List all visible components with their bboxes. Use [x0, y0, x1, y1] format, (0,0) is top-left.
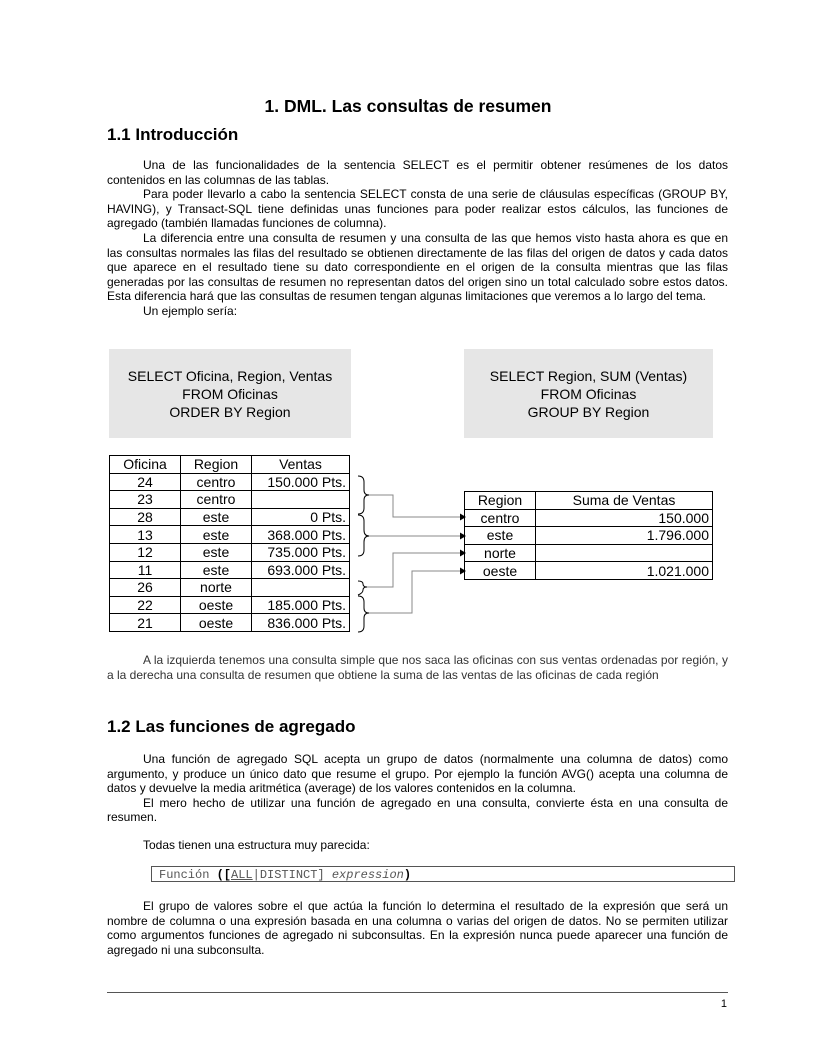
paragraph: Una función de agregado SQL acepta un grupo de datos (normalmente una columna de datos) como argumento, y produce un único dato que resume el grupo. Por ejemplo la función AVG() acepta una columna de datos y devuelve la media aritmética (average) de los valores contenidos en la columna.	[107, 752, 728, 796]
paragraph: Todas tienen una estructura muy parecida:	[143, 838, 370, 852]
table-cell: 150.000 Pts.	[252, 473, 350, 491]
paragraph: Un ejemplo sería:	[143, 303, 238, 318]
oficinas-table	[109, 455, 350, 632]
final-text	[107, 899, 728, 957]
paragraph: El mero hecho de utilizar una función de agregado en una consulta, convierte ésta en una consulta de resumen.	[107, 795, 728, 825]
table-cell	[252, 491, 350, 509]
table-cell	[536, 544, 713, 562]
aggregate-text	[107, 752, 728, 825]
table-row	[465, 509, 713, 527]
arrow-este	[460, 533, 466, 540]
footer-rule	[107, 992, 728, 993]
section-heading-funciones-agregado: 1.2 Las funciones de agregado	[107, 717, 356, 736]
structure-intro	[107, 838, 728, 853]
table-cell: 1.796.000	[536, 527, 713, 545]
table-row	[465, 544, 713, 562]
paragraph: La diferencia entre una consulta de resumen y una consulta de las que hemos visto hasta ahora es que en las consultas normales las filas del resultado se obtienen directamente de las filas del origen de datos y cada datos que aparece en el resultado tiene su dato correspondiente en el origen de la consulta mientras que las filas generadas por las consultas de resumen no representan datos del origen sino un total calculado sobre estos datos. Esta diferencia hará que las consultas de resumen tengan algunas limitaciones que veremos a lo largo del tema.	[107, 230, 728, 304]
table-cell: oeste	[465, 562, 536, 580]
table-cell: este	[181, 526, 252, 544]
table-cell: norte	[465, 544, 536, 562]
table-cell: 21	[110, 614, 181, 632]
query-line: FROM Oficinas	[540, 385, 637, 402]
table-row	[110, 561, 350, 579]
query-line: SELECT Region, SUM (Ventas)	[489, 367, 688, 384]
table-cell	[252, 579, 350, 597]
table-row	[110, 473, 350, 491]
grouping-connectors	[350, 470, 470, 640]
table-row	[110, 526, 350, 544]
table-cell: 11	[110, 561, 181, 579]
table-row	[110, 543, 350, 561]
resumen-table	[464, 491, 713, 580]
table-cell: este	[181, 508, 252, 526]
table-cell: 24	[110, 473, 181, 491]
table-cell: 150.000	[536, 509, 713, 527]
syntax-distinct: |DISTINCT]	[252, 868, 332, 882]
table-header-row	[110, 456, 350, 474]
table-cell: 185.000 Pts.	[252, 596, 350, 614]
column-header: Region	[181, 456, 252, 474]
table-cell: 735.000 Pts.	[252, 543, 350, 561]
table-cell: 22	[110, 596, 181, 614]
syntax-expression: expression	[331, 868, 404, 882]
syntax-close: )	[403, 868, 412, 882]
table-cell: 0 Pts.	[252, 508, 350, 526]
query-line: GROUP BY Region	[527, 403, 650, 420]
table-cell: 368.000 Pts.	[252, 526, 350, 544]
query-box-right	[464, 349, 713, 438]
table-cell: este	[465, 527, 536, 545]
table-cell: 836.000 Pts.	[252, 614, 350, 632]
table-row	[110, 508, 350, 526]
query-line: FROM Oficinas	[182, 385, 278, 402]
column-header: Region	[465, 492, 536, 510]
connector-centro	[369, 495, 460, 517]
table-row	[110, 579, 350, 597]
table-cell: 26	[110, 579, 181, 597]
table-cell: 1.021.000	[536, 562, 713, 580]
column-header: Oficina	[110, 456, 181, 474]
arrow-oeste	[460, 568, 466, 575]
table-cell: 23	[110, 491, 181, 509]
brace-este	[358, 515, 369, 556]
connector-oeste	[369, 571, 460, 613]
table-row	[110, 491, 350, 509]
syntax-all: ALL	[231, 868, 253, 882]
paragraph: A la izquierda tenemos una consulta simple que nos saca las oficinas con sus ventas ordenadas por región, y a la derecha una consulta de resumen que obtiene la suma de las ventas de las oficinas de cada región	[107, 653, 728, 682]
table-cell: centro	[181, 491, 252, 509]
table-cell: este	[181, 543, 252, 561]
syntax-open: ([	[216, 868, 232, 882]
table-cell: este	[181, 561, 252, 579]
table-cell: 28	[110, 508, 181, 526]
table-row	[110, 614, 350, 632]
table-row	[110, 596, 350, 614]
table-cell: centro	[181, 473, 252, 491]
page-number: 1	[720, 998, 727, 1010]
table-cell: norte	[181, 579, 252, 597]
column-header: Suma de Ventas	[536, 492, 713, 510]
arrow-centro	[460, 514, 466, 521]
page-title: 1. DML. Las consultas de resumen	[264, 96, 552, 116]
table-cell: centro	[465, 509, 536, 527]
table-header-row	[465, 492, 713, 510]
syntax-box	[151, 866, 735, 882]
paragraph: El grupo de valores sobre el que actúa la función lo determina el resultado de la expresión que será un nombre de columna o una expresión basada en una columna o varias del origen de datos. No se permiten utilizar como argumentos funciones de agregado ni subconsultas. En la expresión nunca puede aparecer una función de agregado ni una subconsulta.	[107, 899, 728, 957]
table-cell: 12	[110, 543, 181, 561]
connector-norte	[367, 553, 460, 587]
arrow-norte	[460, 550, 466, 557]
table-cell: 13	[110, 526, 181, 544]
example-caption	[107, 653, 728, 682]
table-row	[465, 527, 713, 545]
column-header: Ventas	[252, 456, 350, 474]
brace-oeste	[358, 596, 369, 632]
table-row	[465, 562, 713, 580]
section-heading-introduccion: 1.1 Introducción	[107, 125, 239, 144]
table-cell: oeste	[181, 596, 252, 614]
brace-norte	[358, 581, 367, 595]
table-cell: 693.000 Pts.	[252, 561, 350, 579]
intro-text	[107, 158, 728, 319]
brace-centro	[358, 476, 369, 514]
syntax-function: Función	[159, 868, 217, 882]
paragraph: Una de las funcionalidades de la sentencia SELECT es el permitir obtener resúmenes de los datos contenidos en las columnas de las tablas.	[107, 158, 728, 187]
paragraph: Para poder llevarlo a cabo la sentencia SELECT consta de una serie de cláusulas específicas (GROUP BY, HAVING), y Transact-SQL tiene definidas unas funciones para poder realizar estos cálculos, las funciones de agregado (también llamadas funciones de columna).	[107, 187, 728, 231]
query-line: SELECT Oficina, Region, Ventas	[127, 367, 333, 384]
table-cell: oeste	[181, 614, 252, 632]
query-line: ORDER BY Region	[169, 403, 291, 420]
query-box-left	[109, 349, 351, 438]
